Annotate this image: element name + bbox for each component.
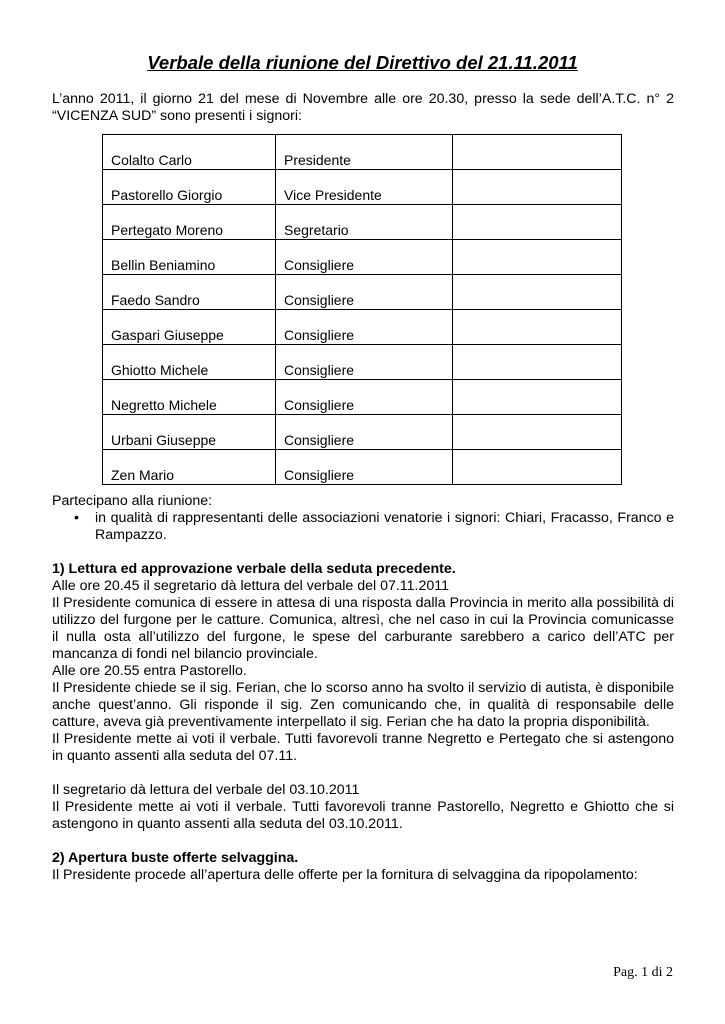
page-number: Pag. 1 di 2 — [613, 965, 673, 980]
section-1-paragraph: Il segretario dà lettura del verbale del 03.10.2011 — [52, 782, 360, 798]
member-name: Bellin Beniamino — [103, 240, 276, 275]
member-role: Consigliere — [276, 240, 453, 275]
member-row — [103, 450, 622, 485]
member-note — [453, 415, 622, 450]
member-name: Urbani Giuseppe — [103, 415, 276, 450]
document-title: Verbale della riunione del Direttivo del 21.11.2011 — [147, 52, 578, 73]
section-1-paragraph: Il Presidente comunica di essere in attesa di una risposta dalla Provincia in merito alla possibilità di utilizzo del furgone per le catture. Comunica, altresì, che nel caso in cui la Provincia comunicasse il nulla osta all’utilizzo del furgone, le spese del carburante sarebbero a carico dell’ATC per mancanza di fondi nel bilancio provinciale. — [52, 595, 674, 662]
member-row — [103, 135, 622, 170]
member-row — [103, 415, 622, 450]
member-name: Faedo Sandro — [103, 275, 276, 310]
member-name: Negretto Michele — [103, 380, 276, 415]
member-role: Presidente — [276, 135, 453, 170]
member-note — [453, 450, 622, 485]
member-row — [103, 170, 622, 205]
member-row — [103, 240, 622, 275]
member-name: Ghiotto Michele — [103, 345, 276, 380]
member-role: Consigliere — [276, 275, 453, 310]
member-row — [103, 205, 622, 240]
member-name: Zen Mario — [103, 450, 276, 485]
member-note — [453, 380, 622, 415]
member-role: Consigliere — [276, 310, 453, 345]
member-role: Consigliere — [276, 380, 453, 415]
member-name: Colalto Carlo — [103, 135, 276, 170]
section-2-paragraph: Il Presidente procede all’apertura delle offerte per la fornitura di selvaggina da ripopolamento: — [52, 867, 638, 883]
participants-list-item — [52, 510, 674, 544]
section-1-paragraph: Il Presidente mette ai voti il verbale. Tutti favorevoli tranne Pastorello, Negretto e Ghiotto che si astengono in quanto assenti alla seduta del 03.10.2011. — [52, 799, 674, 832]
participants-intro: Partecipano alla riunione: — [52, 493, 213, 509]
member-name: Pastorello Giorgio — [103, 170, 276, 205]
participants-text: in qualità di rappresentanti delle associazioni venatorie i signori: Chiari, Fracasso, Franco e Rampazzo. — [95, 510, 674, 543]
intro-paragraph — [52, 91, 674, 125]
member-note — [453, 170, 622, 205]
members-table — [102, 134, 622, 485]
section-1-paragraph: Il Presidente mette ai voti il verbale. Tutti favorevoli tranne Negretto e Pertegato che si astengono in quanto assenti alla seduta del 07.11. — [52, 731, 674, 764]
section-1-paragraph: Alle ore 20.55 entra Pastorello. — [52, 663, 247, 679]
member-row — [103, 275, 622, 310]
minutes-body — [52, 493, 674, 884]
bullet-icon: • — [74, 510, 79, 526]
member-row — [103, 345, 622, 380]
intro-text: L’anno 2011, il giorno 21 del mese di Novembre alle ore 20.30, presso la sede dell’A.T.C. n° 2 “VICENZA SUD” sono presenti i signori: — [52, 91, 674, 124]
member-note — [453, 345, 622, 380]
member-note — [453, 240, 622, 275]
member-role: Consigliere — [276, 450, 453, 485]
member-row — [103, 380, 622, 415]
member-role: Consigliere — [276, 345, 453, 380]
member-role: Consigliere — [276, 415, 453, 450]
section-1-heading: 1) Lettura ed approvazione verbale della seduta precedente. — [52, 561, 456, 577]
members-table-body — [103, 135, 622, 485]
member-note — [453, 135, 622, 170]
member-row — [103, 310, 622, 345]
member-name: Pertegato Moreno — [103, 205, 276, 240]
member-note — [453, 310, 622, 345]
member-note — [453, 205, 622, 240]
section-1-paragraph: Il Presidente chiede se il sig. Ferian, che lo scorso anno ha svolto il servizio di autista, è disponibile anche quest’anno. Gli risponde il sig. Zen comunicando che, in qualità di responsabile delle catture, aveva già preventivamente interpellato il sig. Ferian che ha dato la propria disponibilità. — [52, 680, 674, 730]
member-role: Vice Presidente — [276, 170, 453, 205]
section-2-heading: 2) Apertura buste offerte selvaggina. — [52, 850, 299, 866]
member-note — [453, 275, 622, 310]
member-name: Gaspari Giuseppe — [103, 310, 276, 345]
member-role: Segretario — [276, 205, 453, 240]
section-1-paragraph: Alle ore 20.45 il segretario dà lettura del verbale del 07.11.2011 — [52, 578, 449, 594]
